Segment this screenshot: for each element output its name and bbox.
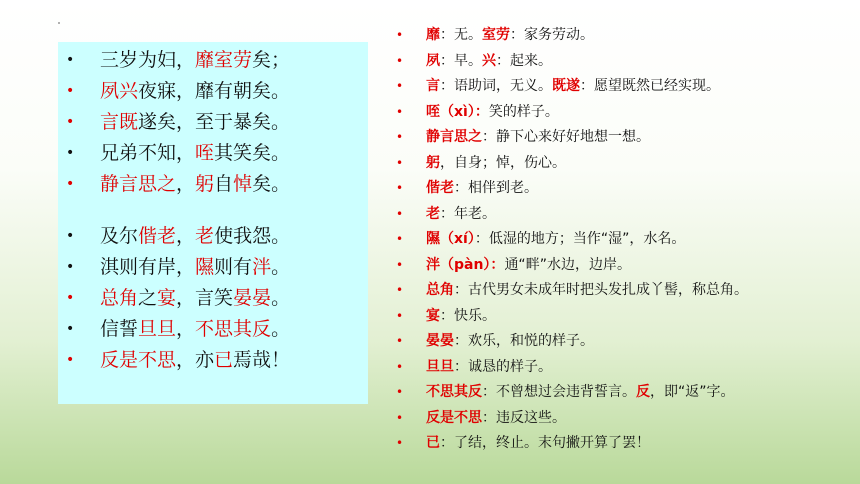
glossary-text — [426, 329, 594, 355]
glossary-term: 反是不思 — [426, 409, 482, 426]
line-segment: ， — [176, 318, 196, 340]
line-segment: ，言笑 — [176, 287, 234, 309]
line-segment: 。 — [271, 287, 291, 309]
poem-text-box — [58, 42, 368, 404]
line-segment: 其笑矣。 — [214, 142, 291, 164]
glossary-definition: ：语助词，无义。 — [440, 78, 552, 94]
glossary-text — [426, 431, 650, 457]
line-segment: 之 — [138, 287, 158, 309]
highlighted-word: 隰 — [195, 256, 215, 278]
highlighted-word: 老 — [195, 225, 215, 247]
glossary-text — [426, 227, 685, 253]
poem-line-text — [100, 252, 290, 283]
line-segment: 夜寐，靡有朝矣。 — [138, 80, 291, 102]
line-segment: ， — [176, 225, 196, 247]
glossary-text — [426, 355, 552, 381]
glossary-term: 静言思之 — [426, 129, 482, 145]
glossary-definition: ：诚恳的样子。 — [454, 358, 552, 375]
highlighted-word: 不思其反 — [195, 318, 272, 340]
line-segment: 自 — [214, 173, 234, 195]
corner-dot — [58, 22, 60, 24]
glossary-text — [426, 406, 566, 432]
line-segment: 则有 — [214, 256, 253, 278]
highlighted-word: 言既 — [100, 111, 139, 133]
glossary-text — [426, 304, 496, 330]
bullet-dot: • — [396, 410, 404, 425]
bullet-dot: • — [396, 206, 404, 221]
line-segment: 三岁为妇， — [100, 49, 196, 71]
bullet-dot: • — [396, 436, 404, 450]
highlighted-word: 偕老 — [138, 225, 177, 247]
glossary-definition: ：古代男女未成年时把头发扎成丫髻，称总角。 — [454, 282, 748, 298]
bullet-dot: • — [66, 176, 75, 192]
bullet-dot: • — [66, 145, 75, 161]
bullet-dot: • — [396, 181, 404, 195]
highlighted-word: 悼 — [233, 173, 253, 195]
bullet-dot: • — [396, 28, 404, 42]
poem-line-text — [100, 45, 290, 76]
glossary-text — [426, 202, 496, 228]
glossary-definition: ：早。 — [440, 52, 482, 69]
bullet-dot: • — [396, 257, 404, 272]
glossary-term: 总角 — [426, 282, 454, 298]
highlighted-word: 晏晏 — [233, 287, 272, 309]
glossary-term: 咥（xì）： — [426, 103, 489, 120]
line-segment: 兄弟不知， — [100, 142, 196, 164]
bullet-dot: • — [396, 104, 404, 119]
glossary-definition: ：低湿的地方；当作“湿”，水名。 — [474, 231, 686, 247]
bullet-dot: • — [66, 83, 75, 99]
highlighted-word: 泮 — [252, 256, 272, 278]
glossary-term: 既遂 — [552, 78, 580, 94]
bullet-dot: • — [396, 155, 404, 170]
glossary-definition: ：相伴到老。 — [454, 180, 538, 196]
bullet-dot: • — [66, 290, 75, 306]
glossary-definition: ：家务劳动。 — [510, 27, 594, 43]
bullet-dot: • — [396, 283, 404, 297]
glossary-definition: ：了结，终止。末句撇开算了罢！ — [440, 435, 650, 451]
glossary-term: 偕老 — [426, 180, 454, 196]
glossary-definition: ：起来。 — [496, 52, 552, 69]
glossary-definition: ：静下心来好好地想一想。 — [482, 129, 650, 145]
bullet-dot: • — [396, 359, 404, 374]
glossary-text — [426, 125, 650, 151]
line-segment: 遂矣，至于暴矣。 — [138, 111, 291, 133]
glossary-text — [426, 23, 594, 49]
glossary-definition: ：愿望既然已经实现。 — [580, 78, 720, 94]
highlighted-word: 夙兴 — [100, 80, 139, 102]
bullet-dot: • — [396, 130, 404, 144]
bullet-dot: • — [396, 385, 404, 399]
bullet-dot: • — [66, 352, 75, 368]
glossary-term: 靡 — [426, 27, 440, 43]
glossary-term: 旦旦 — [426, 358, 454, 375]
glossary-text — [426, 380, 735, 406]
bullet-dot: • — [396, 232, 404, 246]
poem-line-text — [100, 314, 290, 345]
highlighted-word: 靡室劳 — [195, 49, 253, 71]
highlighted-word: 躬 — [195, 173, 215, 195]
line-segment: 信誓 — [100, 318, 139, 340]
glossary-text — [426, 151, 566, 177]
glossary-text — [426, 176, 538, 202]
glossary-text — [426, 253, 631, 279]
bullet-dot: • — [396, 334, 404, 348]
bullet-dot: • — [66, 52, 75, 68]
glossary-definition: ：快乐。 — [440, 307, 496, 324]
glossary-term: 夙 — [426, 52, 440, 69]
bullet-dot: • — [66, 228, 75, 244]
highlighted-word: 旦旦 — [138, 318, 177, 340]
glossary-term: 老 — [426, 205, 440, 222]
line-segment: ，亦 — [176, 349, 215, 371]
poem-line-text — [100, 76, 290, 107]
glossary-term: 反 — [636, 384, 650, 400]
glossary-term: 言 — [426, 78, 440, 94]
line-segment: ， — [176, 173, 196, 195]
poem-line-text — [100, 107, 290, 138]
bullet-dot: • — [396, 308, 404, 323]
glossary-definition: 笑的样子。 — [488, 103, 559, 120]
poem-line-text — [100, 138, 290, 169]
line-segment: 淇则有岸， — [100, 256, 196, 278]
poem-line-text — [100, 345, 290, 376]
poem-line-text — [100, 169, 290, 200]
glossary-text — [426, 278, 748, 304]
highlighted-word: 咥 — [195, 142, 215, 164]
line-segment: 。 — [271, 318, 291, 340]
bullet-dot: • — [66, 114, 75, 130]
glossary-term: 室劳 — [482, 27, 510, 43]
bullet-dot: • — [66, 259, 75, 275]
glossary-term: 躬 — [426, 154, 440, 171]
glossary-definition: 通“畔”水边，边岸。 — [504, 256, 631, 273]
glossary-definition: ：欢乐，和悦的样子。 — [454, 333, 594, 349]
highlighted-word: 总角 — [100, 287, 139, 309]
highlighted-word: 静言思之 — [100, 173, 177, 195]
bullet-dot: • — [66, 321, 75, 337]
poem-line-text — [100, 283, 290, 314]
glossary-definition: ，即“返”字。 — [650, 384, 735, 400]
glossary-definition: ，自身；悼，伤心。 — [440, 154, 566, 171]
line-segment: 矣； — [252, 49, 291, 71]
bullet-dot: • — [396, 79, 404, 93]
line-segment: 矣。 — [252, 173, 291, 195]
line-segment: 及尔 — [100, 225, 139, 247]
glossary-definition: ：违反这些。 — [482, 409, 566, 426]
glossary-definition: ：不曾想过会违背誓言。 — [482, 384, 636, 400]
highlighted-word: 已 — [214, 349, 234, 371]
line-segment: 使我怨。 — [214, 225, 291, 247]
glossary-text — [426, 100, 559, 126]
bullet-dot: • — [396, 53, 404, 68]
glossary-definition: ：年老。 — [440, 205, 496, 222]
glossary-term: 已 — [426, 435, 440, 451]
glossary-term: 泮（pàn）： — [426, 256, 505, 273]
glossary-term: 宴 — [426, 307, 440, 324]
glossary-term: 兴 — [482, 52, 496, 69]
line-segment: 焉哉！ — [233, 349, 291, 371]
glossary-term: 晏晏 — [426, 333, 454, 349]
glossary-text — [426, 74, 720, 100]
glossary-text — [426, 49, 552, 75]
highlighted-word: 宴 — [157, 287, 177, 309]
glossary-term: 隰（xí） — [426, 231, 475, 247]
highlighted-word: 反是不思 — [100, 349, 177, 371]
glossary-term: 不思其反 — [426, 384, 482, 400]
poem-line-text — [100, 221, 290, 252]
line-segment: 。 — [271, 256, 291, 278]
glossary-definition: ：无。 — [440, 27, 482, 43]
